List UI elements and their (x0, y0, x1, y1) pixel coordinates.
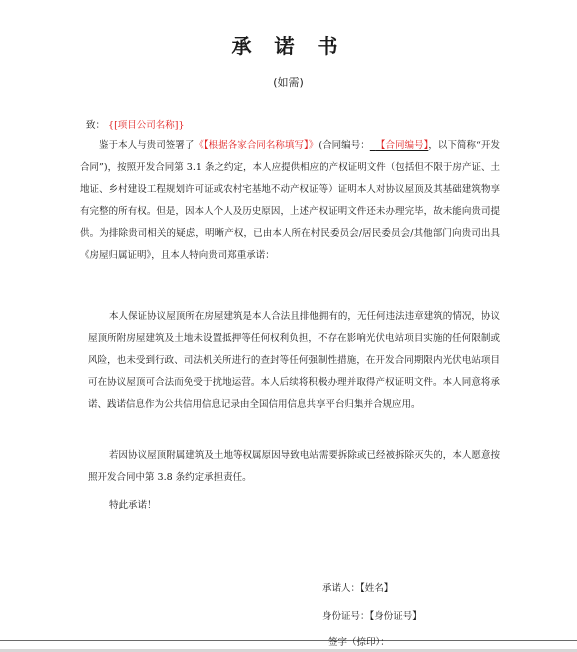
recital-text-b: (合同编号： (318, 140, 370, 151)
paragraph-warranty: 本人保证协议屋顶所在房屋建筑是本人合法且排他拥有的，无任何违法违章建筑的情况，协议屋顶所附房屋建筑及土地未设置抵押等任何权利负担，不存在影响光伏电站项目实施的任何限制或风险，也未受到行政、司法机关所进行的查封等任何强制性措施，在开发合同期限内光伏电站项目可在协议屋顶可合法而免受于扰地运营。本人后续将积极办理并取得产权证明文件。本人同意将承诺、践诺信息作为公共信用信息记录由全国信用信息共享平台归集并合规应用。 (88, 311, 500, 410)
document-subtitle: (如需) (273, 76, 304, 89)
closing-statement: 特此承诺！ (109, 500, 157, 511)
document-title: 承 诺 书 (231, 34, 346, 58)
paragraph-liability: 若因协议屋顶附属建筑及土地等权属原因导致电站需要拆除或已经被拆除灭失的，本人愿意按照开发合同中第 3.8 条约定承担责任。 (88, 450, 500, 483)
contract-name-placeholder: 《【根据各家合同名称填写】》 (194, 140, 319, 151)
id-number-line: 身份证号：【身份证号】 (322, 611, 422, 622)
salutation-prefix: 致： (86, 120, 106, 131)
page-divider (0, 640, 577, 641)
signature-line: 签字（捺印）： (328, 637, 390, 648)
promisor-name-line: 承诺人：【姓名】 (322, 583, 394, 594)
contract-number-placeholder: 【合同编号】 (375, 140, 429, 151)
salutation (86, 117, 185, 131)
contract-number-field (370, 140, 429, 151)
paragraph-recital (80, 135, 500, 267)
recital-text-c: ，以下简称“开发合同”)，按照开发合同第 3.1 条之约定，本人应提供相应的产权证明文件（包括但不限于房产证、土地证、乡村建设工程规划许可证或农村宅基地不动产权证等）证明本人对协议屋顶及其基础建筑物享有完整的所有权。但是，因本人个人及历史原因，上述产权证明文件还未办理完毕，故未能向贵司提供。为排除贵司相关的疑虑，明晰产权，已由本人所在村民委员会/居民委员会/其他部门向贵司出具《房屋归属证明》，且本人特向贵司郑重承诺： (80, 140, 500, 261)
company-name-placeholder: {[项目公司名称]} (108, 120, 185, 131)
recital-text-a: 鉴于本人与贵司签署了 (99, 140, 195, 151)
